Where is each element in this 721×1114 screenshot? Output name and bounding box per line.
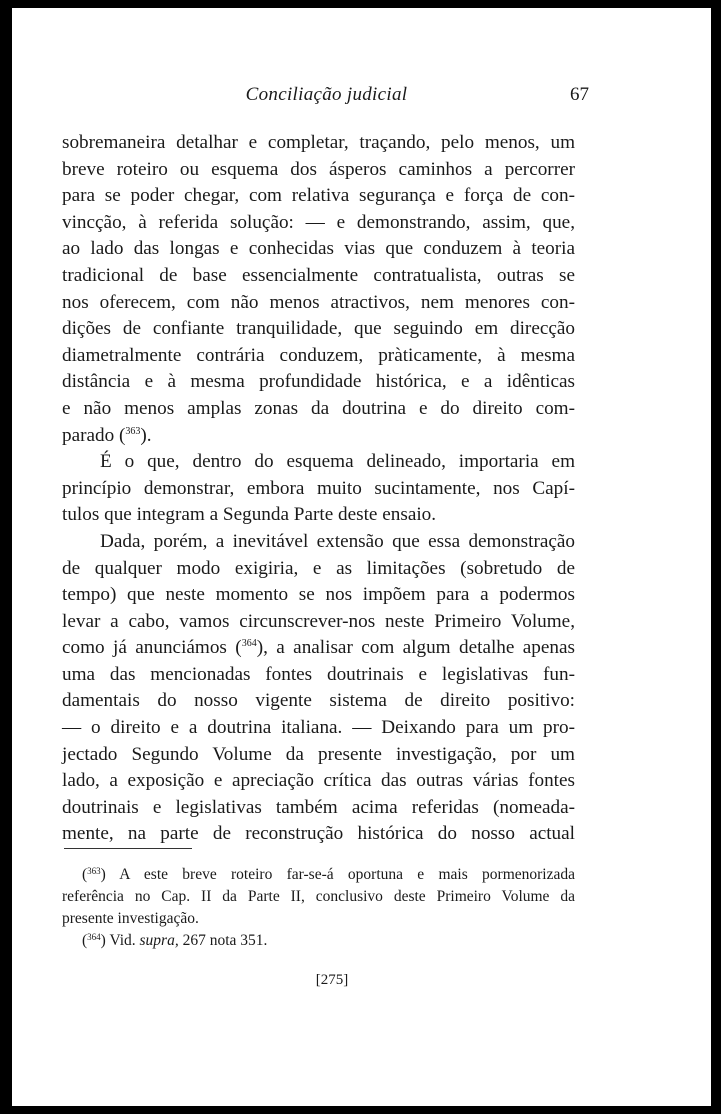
text-line: — o direito e a doutrina italiana. — Deixando para um pro- <box>62 717 575 739</box>
text-line: princípio demonstrar, embora muito sucintamente, nos Capí- <box>62 477 575 499</box>
text-line: tulos que integram a Segunda Parte deste ensaio. <box>62 504 437 526</box>
text-line: doutrinais e legislativas também acima referidas (nomeada- <box>62 796 575 818</box>
body-text <box>62 130 575 848</box>
footnote-line: presente investigação. <box>62 910 199 927</box>
signature-mark: [275] <box>315 972 349 988</box>
footnote-363: ($^{363}$) A este breve roteiro far-se-á oportuna e mais pormenorizada <box>82 866 576 883</box>
text-line: damentais do nosso vigente sistema de direito positivo: <box>62 690 575 712</box>
text-line: lado, a exposição e apreciação crítica das outras várias fontes <box>62 770 575 792</box>
text-segment: ), a analisar com algum detalhe apenas <box>256 637 575 659</box>
footnote-ref-364: 364 <box>241 638 257 650</box>
footnote-text: 267 nota 351. <box>178 932 268 949</box>
footnote-line: referência no Cap. II da Parte II, conclusivo deste Primeiro Volume da <box>62 888 575 905</box>
text-line: breve roteiro ou esquema dos ásperos caminhos a percorrer <box>62 158 575 180</box>
text-line: tradicional de base essencialmente contratualista, outras se <box>62 264 575 286</box>
text-line: dições de confiante tranquilidade, que seguindo em direcção <box>62 318 575 340</box>
text-segment: como já anunciámos ( <box>62 637 242 659</box>
text-line: tempo) que neste momento se nos impõem para a podermos <box>62 584 575 606</box>
text-segment: parado ( <box>62 424 126 446</box>
text-line: ao lado das longas e conhecidas vias que conduzem à teoria <box>62 238 575 260</box>
text-line: de qualquer modo exigiria, e as limitações (sobretudo de <box>62 557 575 579</box>
footnotes <box>62 864 575 952</box>
text-line: uma das mencionadas fontes doutrinais e legislativas fun- <box>62 663 575 685</box>
text-line: e não menos amplas zonas da doutrina e do direito com- <box>62 397 575 419</box>
footnote-mark: 363 <box>87 866 101 876</box>
footnote-mark: 364 <box>87 932 101 942</box>
footnote-divider <box>64 848 192 849</box>
text-line <box>62 423 575 450</box>
text-line: mente, na parte de reconstrução histórica do nosso actual <box>62 823 575 845</box>
running-head <box>64 84 589 114</box>
text-line: Dada, porém, a inevitável extensão que essa demonstração <box>100 530 575 552</box>
text-segment: ). <box>140 424 152 446</box>
footnote-text: A este breve roteiro far-se-á oportuna e mais pormenorizada <box>119 866 576 883</box>
page-number: 67 <box>570 84 589 105</box>
footnote-italic: supra, <box>139 932 179 949</box>
text-line: para se poder chegar, com relativa segurança e força de con- <box>62 185 575 207</box>
footnote-ref-363: 363 <box>125 425 141 437</box>
text-line: nos oferecem, com não menos atractivos, nem menores con- <box>62 291 575 313</box>
text-line: jectado Segundo Volume da presente investigação, por um <box>62 743 575 765</box>
text-line <box>62 635 575 662</box>
running-title: Conciliação judicial <box>245 84 408 105</box>
footnote-text: Vid. <box>109 932 140 949</box>
book-page <box>12 8 711 1106</box>
text-line: sobremaneira detalhar e completar, traçando, pelo menos, um <box>62 132 575 153</box>
text-line: É o que, dentro do esquema delineado, importaria em <box>100 451 575 473</box>
text-line: levar a cabo, vamos circunscrever-nos neste Primeiro Volume, <box>62 610 575 632</box>
footnote-364: ($^{364}$) Vid. supra, 267 nota 351. <box>82 932 268 949</box>
text-line: distância e à mesma profundidade histórica, e a idênticas <box>62 371 575 393</box>
text-line: diametralmente contrária conduzem, pràticamente, à mesma <box>62 344 575 366</box>
text-line: vincção, à referida solução: — e demonstrando, assim, que, <box>62 211 575 233</box>
